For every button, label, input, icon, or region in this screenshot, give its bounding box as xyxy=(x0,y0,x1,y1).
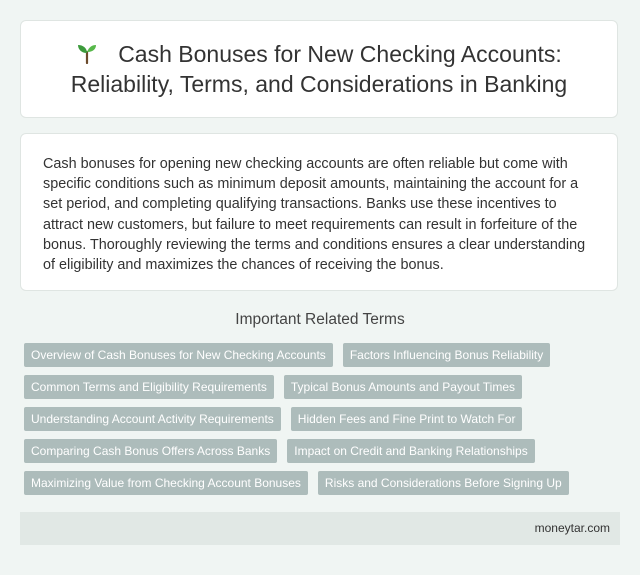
tag-row xyxy=(24,407,624,431)
related-term-tag[interactable]: Maximizing Value from Checking Account Bonuses xyxy=(24,471,308,495)
related-term-tag[interactable]: Impact on Credit and Banking Relationships xyxy=(287,439,534,463)
tag-row xyxy=(24,343,624,367)
summary-card xyxy=(20,133,618,291)
tag-row xyxy=(24,471,624,495)
related-term-tag[interactable]: Typical Bonus Amounts and Payout Times xyxy=(284,375,522,399)
related-term-tag[interactable]: Factors Influencing Bonus Reliability xyxy=(343,343,550,367)
page-title xyxy=(21,39,617,99)
related-terms-heading: Important Related Terms xyxy=(235,311,405,328)
tag-row xyxy=(24,375,624,399)
related-term-tag[interactable]: Comparing Cash Bonus Offers Across Banks xyxy=(24,439,277,463)
tag-row xyxy=(24,439,624,463)
related-term-tag[interactable]: Overview of Cash Bonuses for New Checking Accounts xyxy=(24,343,333,367)
related-term-tag[interactable]: Common Terms and Eligibility Requirements xyxy=(24,375,274,399)
footer xyxy=(20,512,620,545)
title-card xyxy=(20,20,618,118)
related-term-tag[interactable]: Hidden Fees and Fine Print to Watch For xyxy=(291,407,523,431)
related-term-tag[interactable]: Understanding Account Activity Requirements xyxy=(24,407,281,431)
related-term-tag[interactable]: Risks and Considerations Before Signing Up xyxy=(318,471,569,495)
related-terms-list xyxy=(24,343,624,503)
summary-text: Cash bonuses for opening new checking accounts are often reliable but come with specific conditions such as minimum deposit amounts, maintaining the account for a set period, and completing qualifying transactions. Banks use these incentives to attract new customers, but failure to meet requirements can result in forfeiture of the bonus. Thoroughly reviewing the terms and conditions ensures a clear understanding of eligibility and maximizes the chances of receiving the bonus. xyxy=(43,156,586,274)
sprout-icon xyxy=(76,41,98,63)
page-title-text: Cash Bonuses for New Checking Accounts: Reliability, Terms, and Considerations in Banking xyxy=(70,41,568,97)
footer-site-link[interactable]: moneytar.com xyxy=(534,521,610,535)
